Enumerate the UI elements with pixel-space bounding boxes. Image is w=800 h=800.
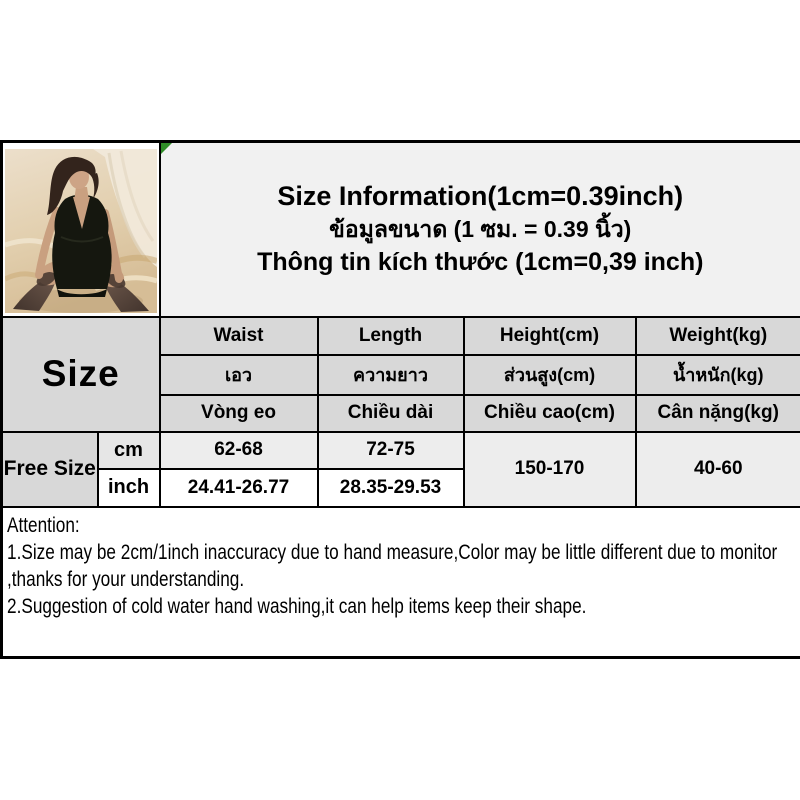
header-waist-vi: Vòng eo — [160, 395, 318, 432]
attention-section — [2, 507, 800, 658]
value-waist-cm: 62-68 — [160, 432, 318, 469]
header-weight-th: น้ำหนัก(kg) — [636, 355, 800, 395]
size-info-title-en: Size Information(1cm=0.39inch) — [277, 181, 684, 212]
value-weight: 40-60 — [636, 432, 800, 507]
unit-label-cm: cm — [98, 432, 160, 469]
size-info-title-vi: Thông tin kích thước (1cm=0,39 inch) — [257, 248, 704, 277]
header-length-en: Length — [318, 317, 464, 355]
header-length-th: ความยาว — [318, 355, 464, 395]
unit-label-inch: inch — [98, 469, 160, 507]
attention-note-1: 1.Size may be 2cm/1inch inaccuracy due to hand measure,Color may be little different due to monitor ,thanks for your understanding. — [7, 539, 778, 591]
corner-header-size: Size — [2, 317, 160, 432]
attention-heading: Attention: — [7, 512, 80, 537]
header-height-en: Height(cm) — [464, 317, 636, 355]
value-length-cm: 72-75 — [318, 432, 464, 469]
size-info-title-th: ข้อมูลขนาด (1 ซม. = 0.39 นิ้ว) — [329, 216, 632, 243]
value-length-inch: 28.35-29.53 — [318, 469, 464, 507]
row-label-free-size: Free Size — [2, 432, 98, 507]
attention-note-2: 2.Suggestion of cold water hand washing,it can help items keep their shape. — [7, 593, 587, 618]
header-waist-en: Waist — [160, 317, 318, 355]
header-weight-en: Weight(kg) — [636, 317, 800, 355]
title-cell — [160, 142, 800, 317]
value-waist-inch: 24.41-26.77 — [160, 469, 318, 507]
header-length-vi: Chiều dài — [318, 395, 464, 432]
product-photo — [5, 149, 157, 313]
value-height: 150-170 — [464, 432, 636, 507]
cell-note-marker-icon — [161, 143, 172, 154]
header-waist-th: เอว — [160, 355, 318, 395]
header-weight-vi: Cân nặng(kg) — [636, 395, 800, 432]
header-height-th: ส่วนสูง(cm) — [464, 355, 636, 395]
header-height-vi: Chiều cao(cm) — [464, 395, 636, 432]
product-photo-cell — [2, 142, 160, 317]
size-table — [0, 140, 800, 659]
